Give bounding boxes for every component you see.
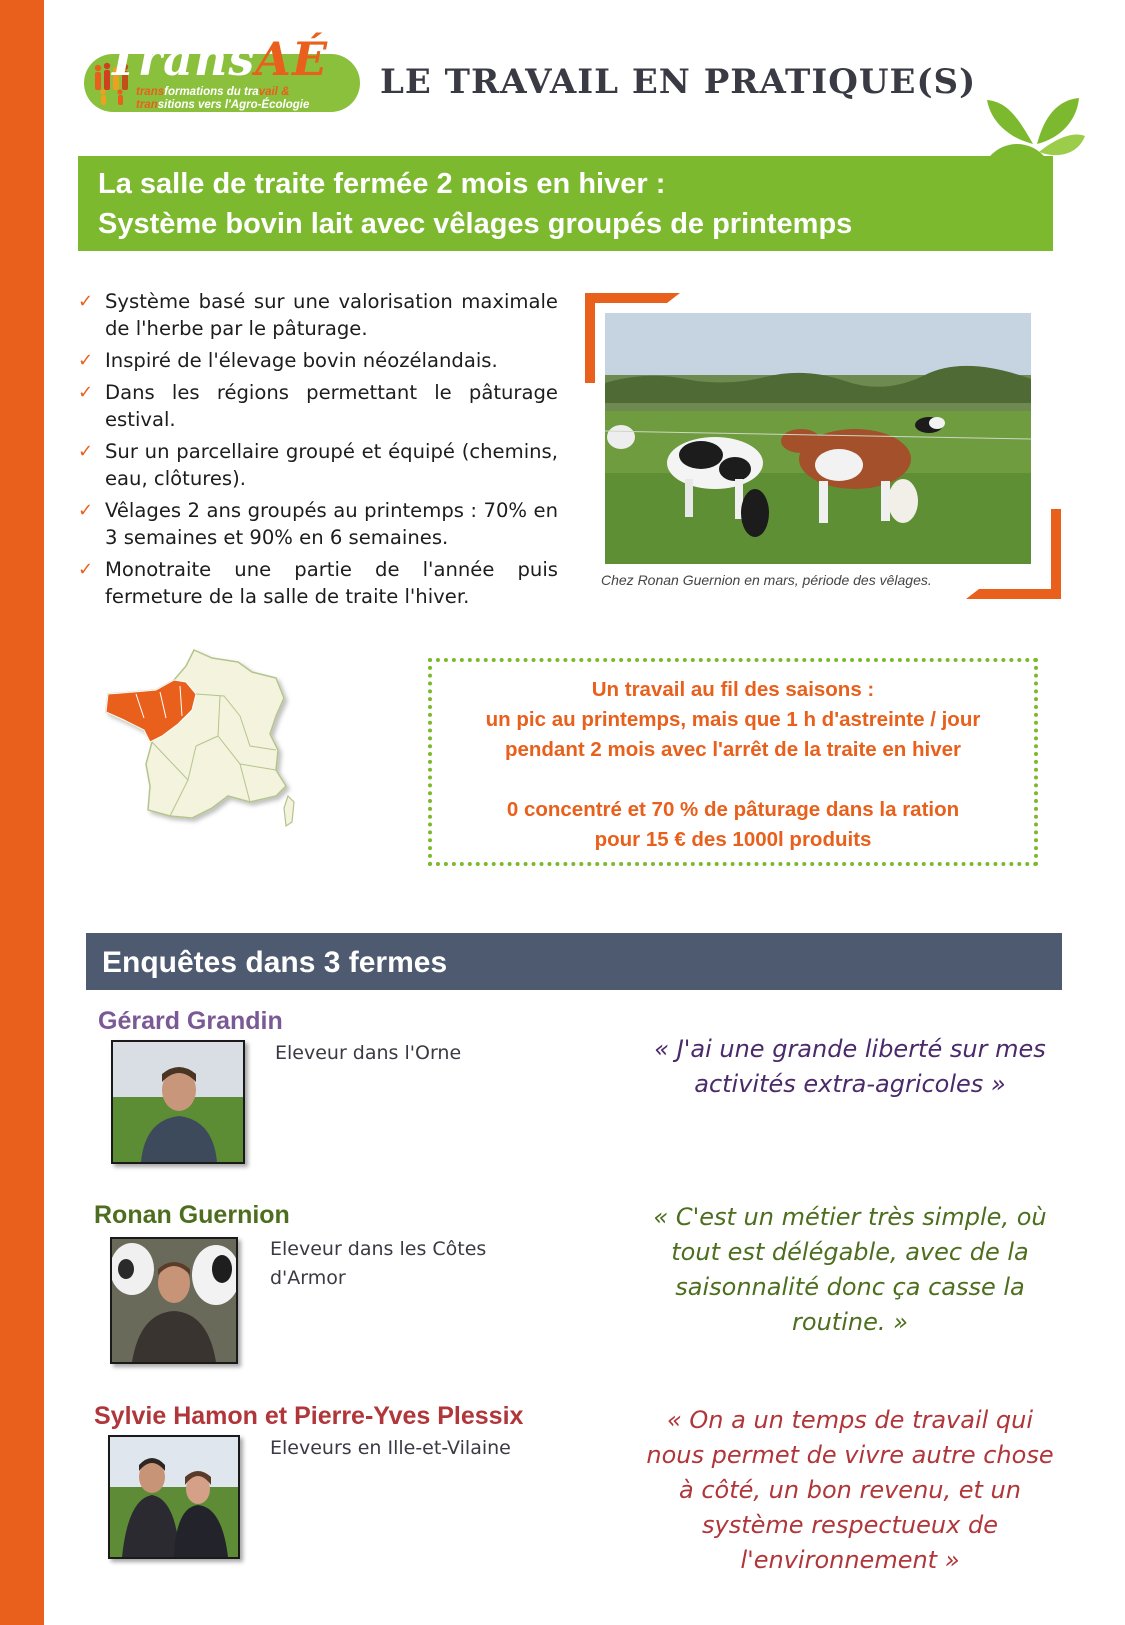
list-item: ✓ Dans les régions permettant le pâturage estival.: [78, 381, 558, 431]
key-figures-line: pour 15 € des 1000l produits: [594, 828, 872, 851]
headline-line-1: La salle de traite fermée 2 mois en hiver :: [98, 168, 666, 200]
farmer-quote: « On a un temps de travail qui nous permet de vivre autre chose à côté, un bon revenu, et un système respectueux de l'environnement »: [646, 1406, 1054, 1574]
france-mainland: [106, 650, 286, 818]
key-figures-line: 0 concentré et 70 % de pâturage dans la ration: [506, 798, 960, 821]
key-points-list: [78, 288, 558, 615]
key-figures-line: pendant 2 mois avec l'arrêt de la traite en hiver: [504, 738, 962, 761]
checkmark-icon: ✓: [78, 350, 94, 371]
farmer-portrait: [111, 1040, 245, 1164]
section-title: Enquêtes dans 3 fermes: [102, 946, 448, 979]
section-header: [86, 933, 1062, 990]
list-item: ✓ Sur un parcellaire groupé et équipé (chemins, eau, clôtures).: [78, 440, 558, 490]
headline-line-2: Système bovin lait avec vêlages groupés de printemps: [98, 208, 853, 240]
farmer-role: Eleveur dans l'Orne: [275, 1042, 462, 1064]
list-item: ✓ Inspiré de l'élevage bovin néozélandais.: [78, 349, 498, 372]
farmer-quote: « J'ai une grande liberté sur mes activités extra-agricoles »: [654, 1035, 1046, 1098]
checkmark-icon: ✓: [78, 441, 94, 462]
headline-banner: [78, 156, 1053, 251]
key-figures-box: [428, 658, 1038, 866]
corsica: [284, 796, 294, 826]
transae-logo: [84, 32, 360, 116]
portrait-photo: [110, 1437, 238, 1557]
key-figures-line: un pic au printemps, mais que 1 h d'astreinte / jour: [485, 708, 981, 731]
france-map: [100, 646, 310, 846]
checkmark-icon: ✓: [78, 382, 94, 403]
list-item: ✓ Vêlages 2 ans groupés au printemps : 70% en 3 semaines et 90% en 6 semaines.: [78, 499, 558, 549]
logo-wordmark: TransAÉ: [106, 32, 329, 86]
farmer-portrait: [110, 1237, 238, 1364]
portrait-photo: [113, 1042, 243, 1162]
cows-grazing-photo: [605, 313, 1031, 564]
farmer-role: Eleveurs en Ille-et-Vilaine: [270, 1437, 511, 1459]
checkmark-icon: ✓: [78, 291, 94, 312]
list-item: ✓ Monotraite une partie de l'année puis fermeture de la salle de traite l'hiver.: [78, 558, 558, 608]
page-title: LE TRAVAIL EN PRATIQUE(S): [380, 62, 977, 102]
farmer-name: Gérard Grandin: [98, 1007, 283, 1035]
checkmark-icon: ✓: [78, 559, 94, 580]
farmer-name: Ronan Guernion: [94, 1201, 290, 1229]
farmer-portrait: [108, 1435, 240, 1559]
key-figures-line: Un travail au fil des saisons :: [591, 678, 875, 701]
checkmark-icon: ✓: [78, 500, 94, 521]
left-accent-bar: [0, 0, 44, 1625]
list-item: ✓ Système basé sur une valorisation maximale de l'herbe par le pâturage.: [78, 290, 558, 340]
logo-tagline: transformations du travail & transitions vers l'Agro-Écologie: [136, 86, 310, 111]
farmer-quote: « C'est un métier très simple, où tout est délégable, avec de la saisonnalité donc ça casse la routine. »: [653, 1203, 1047, 1336]
portrait-photo: [112, 1239, 236, 1362]
farmer-role: Eleveur dans les Côtes d'Armor: [270, 1238, 487, 1289]
photo-caption: Chez Ronan Guernion en mars, période des vêlages.: [601, 572, 932, 588]
cow-photo-frame: [585, 293, 1061, 599]
farmer-name: Sylvie Hamon et Pierre-Yves Plessix: [94, 1402, 524, 1430]
